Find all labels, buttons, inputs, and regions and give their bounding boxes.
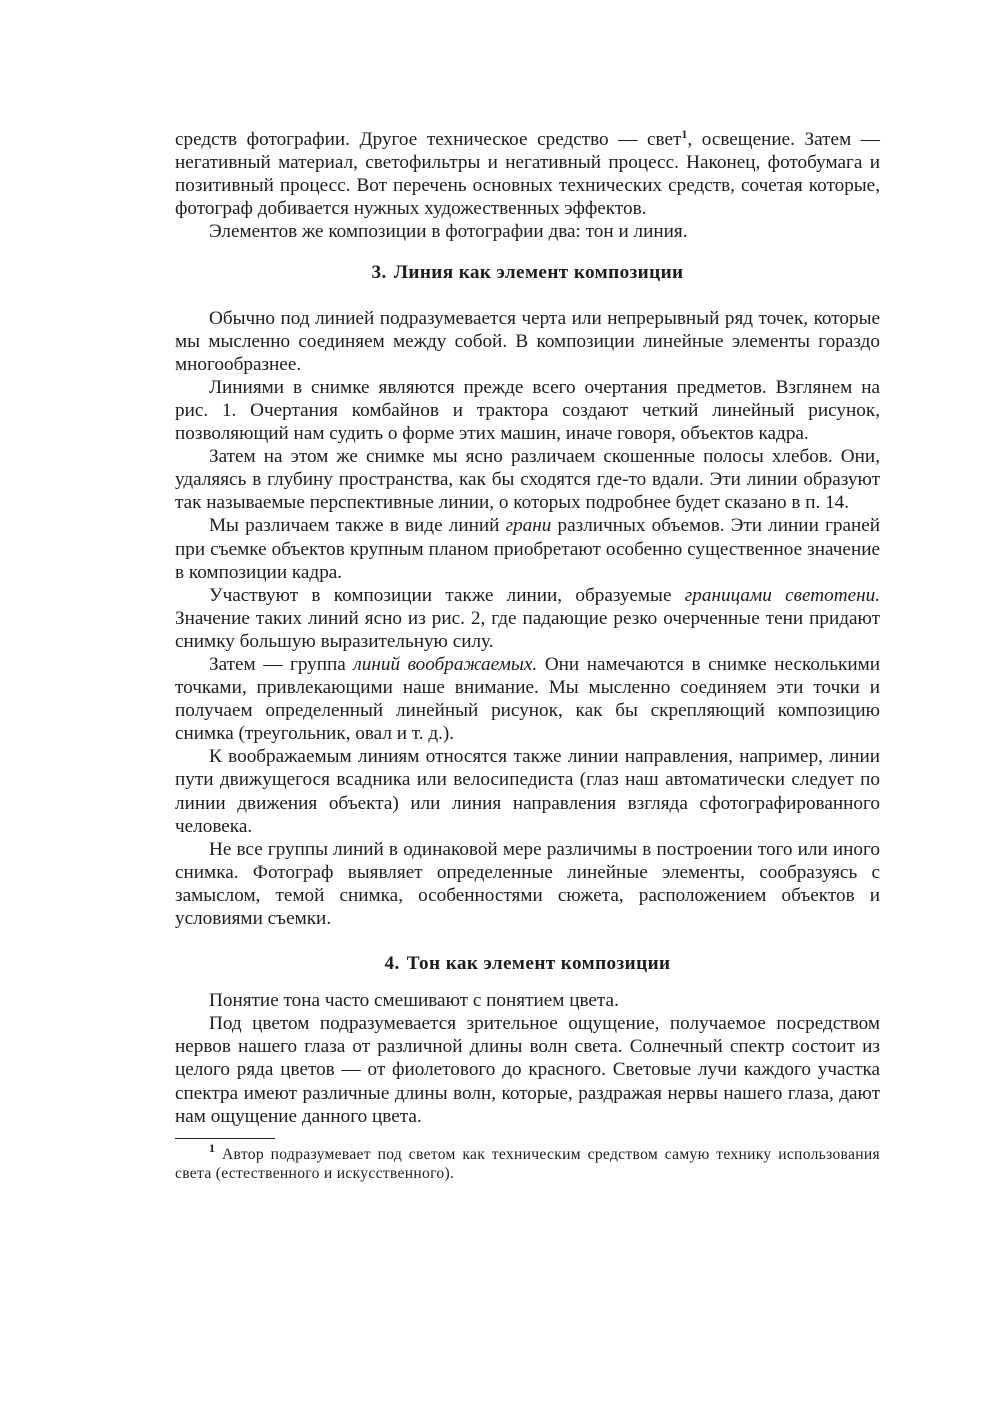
section-3-paragraph-4 bbox=[175, 514, 880, 583]
section-3-heading bbox=[175, 261, 880, 284]
section-3-paragraph-8: Не все группы линий в одинаковой мере различимы в построении того или иного снимка. Фотограф выявляет определенные линейные элементы, сообразуясь с замыслом, темой снимка, особенностями сюжета, расположением объектов и условиями съемки. bbox=[175, 838, 880, 929]
continuation-text-before: средств фотографии. Другое техническое средство — свет bbox=[175, 129, 682, 150]
footnote-divider bbox=[175, 1138, 275, 1139]
section-3-title: Линия как элемент композиции bbox=[393, 262, 684, 284]
section-4-number: 4. bbox=[384, 953, 400, 975]
book-page bbox=[175, 128, 880, 1183]
section-3-paragraph-7: К воображаемым линиям относятся также линии направления, например, линии пути движущегося всадника или велосипедиста (глаз наш автоматически следует по линии движения объекта) или линия направления взгляда сфотографированного человека. bbox=[175, 746, 880, 837]
footnote-reference: 1 bbox=[681, 127, 688, 141]
p5-text-a: Участвуют в композиции также линии, образуемые bbox=[209, 584, 672, 606]
continuation-paragraph bbox=[175, 128, 880, 220]
section-4-title: Тон как элемент композиции bbox=[406, 953, 671, 975]
section-4-heading bbox=[175, 952, 880, 975]
section-3-paragraph-2: Линиями в снимке являются прежде всего очертания предметов. Взглянем на рис. 1. Очертания комбайнов и трактора создают четкий линейный рисунок, позволяющий нам судить о форме этих машин, иначе говоря, объектов кадра. bbox=[175, 376, 880, 445]
p4-emphasis: грани bbox=[505, 515, 552, 537]
p4-text-a: Мы различаем также в виде линий bbox=[209, 515, 500, 537]
p6-text-b: Они намечаются в снимке несколькими точками, привлекающими наше внимание. Мы мысленно соединяем эти точки и получаем определенный линейный рисунок, как бы скрепляющий композицию снимка (треугольник, овал и т. д.). bbox=[175, 653, 881, 745]
footnote bbox=[175, 1140, 880, 1183]
continuation-text-after: , освещение. Затем — негативный материал, светофильтры и негативный процесс. Наконец, фотобумага и позитивный процесс. Вот перечень основных технических средств, сочетая которые, фотограф добивается нужных художественных эффектов. bbox=[175, 129, 880, 220]
p4-text-b: различных объемов. Эти линии граней при съемке объектов крупным планом приобретают особенно существенное значение в композиции кадра. bbox=[175, 515, 881, 583]
section-3-paragraph-5 bbox=[175, 584, 880, 653]
footnote-marker: 1 bbox=[209, 1140, 216, 1155]
elements-sentence: Элементов же композиции в фотографии два: тон и линия. bbox=[209, 221, 688, 243]
section-4-paragraph-2: Под цветом подразумевается зрительное ощущение, получаемое посредством нервов нашего глаза от различной длины волн света. Солнечный спектр состоит из целого ряда цветов — от фиолетового до красного. Световые лучи каждого участка спектра имеют различные длины волн, которые, раздражая нервы нашего глаза, дают нам ощущение данного цвета. bbox=[175, 1013, 880, 1127]
section-4-paragraph-1: Понятие тона часто смешивают с понятием цвета. bbox=[209, 990, 619, 1012]
section-3-paragraph-3: Затем на этом же снимке мы ясно различаем скошенные полосы хлебов. Они, удаляясь в глубину пространства, как бы сходятся где-то вдали. Эти линии образуют так называемые перспективные линии, о которых подробнее будет сказано в п. 14. bbox=[175, 446, 880, 514]
p6-text-a: Затем — группа bbox=[209, 653, 346, 675]
section-3-number: 3. bbox=[371, 262, 387, 284]
section-3-paragraph-6 bbox=[175, 653, 880, 745]
footnote-text: Автор подразумевает под светом как техническим средством самую технику использования света (естественного и искусственного). bbox=[175, 1145, 880, 1182]
section-3-paragraph-1: Обычно под линией подразумевается черта или непрерывный ряд точек, которые мы мысленно соединяем между собой. В композиции линейные элементы гораздо многообразнее. bbox=[175, 307, 880, 375]
p6-emphasis: линий воображаемых. bbox=[353, 653, 538, 675]
p5-text-b: Значение таких линий ясно из рис. 2, где падающие резко очерченные тени придают снимку большую выразительную силу. bbox=[175, 607, 880, 652]
p5-emphasis: границами светотени. bbox=[684, 584, 881, 606]
